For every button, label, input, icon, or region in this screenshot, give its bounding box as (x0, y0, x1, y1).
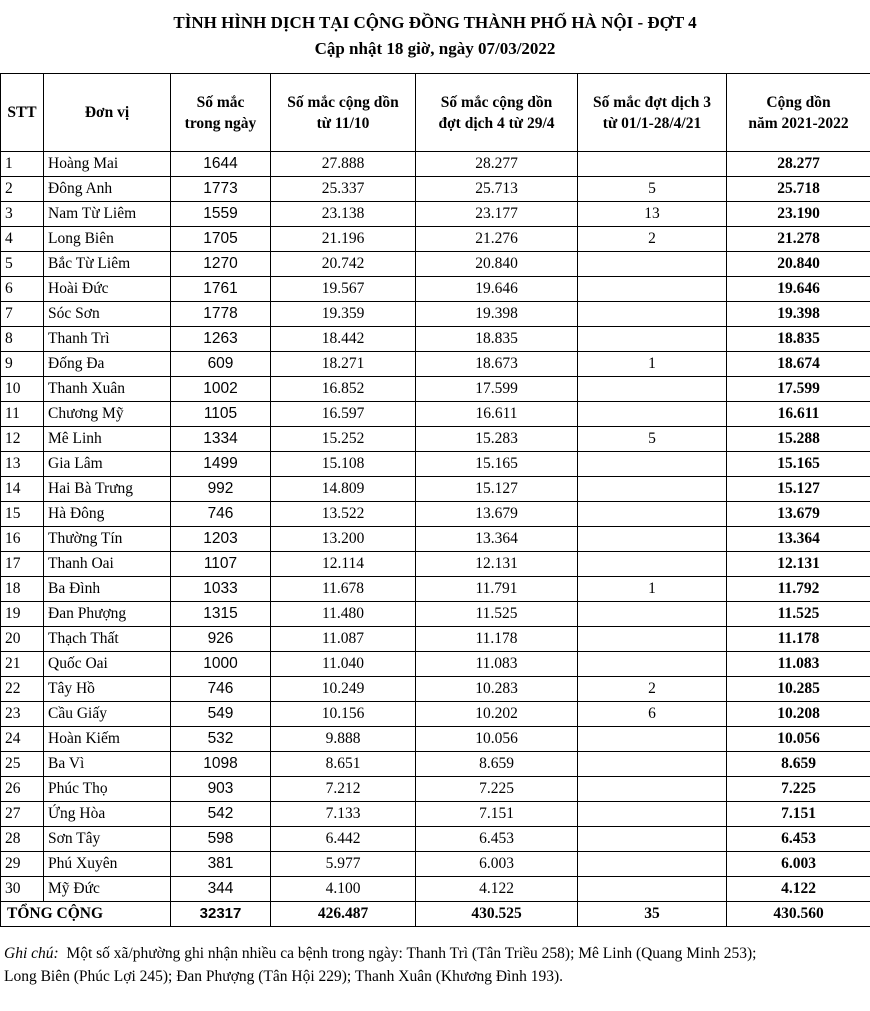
cell-unit: Ba Đình (44, 577, 171, 602)
cell-wave4: 10.056 (416, 727, 578, 752)
cell-wave3: 5 (578, 177, 727, 202)
cell-unit: Tây Hồ (44, 677, 171, 702)
cell-wave4: 15.165 (416, 452, 578, 477)
cell-stt: 7 (1, 302, 44, 327)
cell-wave4: 10.202 (416, 702, 578, 727)
cell-wave3 (578, 252, 727, 277)
cell-wave3 (578, 552, 727, 577)
cell-total: 13.364 (727, 527, 870, 552)
cell-cumulative: 11.480 (271, 602, 416, 627)
cell-cumulative: 18.271 (271, 352, 416, 377)
cell-total: 21.278 (727, 227, 870, 252)
cell-daily: 532 (171, 727, 271, 752)
table-row (1, 177, 870, 202)
cell-wave3 (578, 327, 727, 352)
cell-cumulative: 20.742 (271, 252, 416, 277)
cell-daily: 549 (171, 702, 271, 727)
cell-wave4: 13.364 (416, 527, 578, 552)
cell-daily: 1000 (171, 652, 271, 677)
cell-wave4: 18.673 (416, 352, 578, 377)
table-row (1, 452, 870, 477)
cell-daily: 1773 (171, 177, 271, 202)
cell-unit: Bắc Từ Liêm (44, 252, 171, 277)
cell-wave4: 15.127 (416, 477, 578, 502)
cell-daily: 1705 (171, 227, 271, 252)
cell-wave4: 4.122 (416, 877, 578, 902)
cell-daily: 1499 (171, 452, 271, 477)
header-daily-line1: Số mắc (196, 93, 245, 111)
cell-total: 15.288 (727, 427, 870, 452)
cell-unit: Nam Từ Liêm (44, 202, 171, 227)
cell-unit: Đống Đa (44, 352, 171, 377)
cell-total: 18.674 (727, 352, 870, 377)
cell-cumulative: 25.337 (271, 177, 416, 202)
cell-unit: Chương Mỹ (44, 402, 171, 427)
cell-daily: 542 (171, 802, 271, 827)
totals-cumulative: 426.487 (271, 902, 416, 927)
cell-total: 6.453 (727, 827, 870, 852)
cell-total: 15.127 (727, 477, 870, 502)
cell-total: 10.056 (727, 727, 870, 752)
cell-unit: Đông Anh (44, 177, 171, 202)
table-row (1, 577, 870, 602)
cell-wave4: 8.659 (416, 752, 578, 777)
cell-unit: Hà Đông (44, 502, 171, 527)
cell-daily: 1263 (171, 327, 271, 352)
cell-wave4: 20.840 (416, 252, 578, 277)
cell-total: 17.599 (727, 377, 870, 402)
cell-daily: 381 (171, 852, 271, 877)
table-row (1, 202, 870, 227)
header-wave3-line2: từ 01/1-28/4/21 (602, 114, 702, 132)
table-row (1, 552, 870, 577)
cell-stt: 19 (1, 602, 44, 627)
cell-stt: 8 (1, 327, 44, 352)
cell-daily: 1315 (171, 602, 271, 627)
cell-stt: 23 (1, 702, 44, 727)
table-row (1, 802, 870, 827)
cell-total: 18.835 (727, 327, 870, 352)
cell-unit: Ba Vì (44, 752, 171, 777)
cell-total: 11.525 (727, 602, 870, 627)
cell-unit: Thanh Trì (44, 327, 171, 352)
table-row (1, 327, 870, 352)
cell-wave3 (578, 752, 727, 777)
cell-stt: 27 (1, 802, 44, 827)
cell-daily: 1002 (171, 377, 271, 402)
cell-wave4: 28.277 (416, 152, 578, 177)
table-row (1, 277, 870, 302)
cell-cumulative: 6.442 (271, 827, 416, 852)
cell-cumulative: 5.977 (271, 852, 416, 877)
cell-cumulative: 15.252 (271, 427, 416, 452)
cell-daily: 992 (171, 477, 271, 502)
header-wave4-line2: đợt dịch 4 từ 29/4 (438, 114, 555, 132)
table-row (1, 627, 870, 652)
cell-wave4: 11.178 (416, 627, 578, 652)
cell-daily: 344 (171, 877, 271, 902)
cell-stt: 24 (1, 727, 44, 752)
header-daily (171, 74, 271, 152)
page-subtitle: Cập nhật 18 giờ, ngày 07/03/2022 (314, 39, 556, 58)
cell-wave4: 12.131 (416, 552, 578, 577)
cell-cumulative: 19.359 (271, 302, 416, 327)
cell-wave4: 19.646 (416, 277, 578, 302)
cell-total: 25.718 (727, 177, 870, 202)
cell-total: 7.225 (727, 777, 870, 802)
cell-stt: 16 (1, 527, 44, 552)
cell-wave4: 7.225 (416, 777, 578, 802)
cell-cumulative: 12.114 (271, 552, 416, 577)
cell-stt: 4 (1, 227, 44, 252)
cell-stt: 29 (1, 852, 44, 877)
table-row (1, 302, 870, 327)
cell-unit: Sóc Sơn (44, 302, 171, 327)
cell-stt: 18 (1, 577, 44, 602)
cell-unit: Cầu Giấy (44, 702, 171, 727)
cell-total: 12.131 (727, 552, 870, 577)
header-stt: STT (1, 74, 44, 152)
cell-cumulative: 19.567 (271, 277, 416, 302)
header-wave4 (416, 74, 578, 152)
totals-wave3: 35 (578, 902, 727, 927)
cell-unit: Ứng Hòa (44, 802, 171, 827)
table-row (1, 777, 870, 802)
table-row (1, 877, 870, 902)
table-row (1, 677, 870, 702)
cell-wave3 (578, 852, 727, 877)
cell-unit: Phú Xuyên (44, 852, 171, 877)
header-total-line2: năm 2021-2022 (748, 114, 849, 132)
cell-cumulative: 14.809 (271, 477, 416, 502)
cell-stt: 1 (1, 152, 44, 177)
cell-wave4: 17.599 (416, 377, 578, 402)
cell-wave3 (578, 302, 727, 327)
table-row (1, 377, 870, 402)
cell-cumulative: 11.087 (271, 627, 416, 652)
cell-cumulative: 16.597 (271, 402, 416, 427)
header-cumulative-line1: Số mắc cộng dồn (287, 93, 399, 111)
cell-wave3 (578, 727, 727, 752)
cell-cumulative: 8.651 (271, 752, 416, 777)
cell-cumulative: 23.138 (271, 202, 416, 227)
cell-daily: 1107 (171, 552, 271, 577)
table-row (1, 527, 870, 552)
cell-stt: 28 (1, 827, 44, 852)
cell-cumulative: 21.196 (271, 227, 416, 252)
cell-wave4: 6.003 (416, 852, 578, 877)
cell-wave4: 10.283 (416, 677, 578, 702)
cell-stt: 30 (1, 877, 44, 902)
cell-wave3: 5 (578, 427, 727, 452)
cell-stt: 13 (1, 452, 44, 477)
cell-total: 16.611 (727, 402, 870, 427)
cell-unit: Hoàn Kiếm (44, 727, 171, 752)
cell-unit: Sơn Tây (44, 827, 171, 852)
cell-cumulative: 13.522 (271, 502, 416, 527)
totals-daily: 32317 (171, 902, 271, 927)
cell-unit: Mỹ Đức (44, 877, 171, 902)
footnote (4, 942, 864, 988)
cell-total: 19.646 (727, 277, 870, 302)
cell-stt: 6 (1, 277, 44, 302)
cell-cumulative: 10.156 (271, 702, 416, 727)
cell-wave3: 13 (578, 202, 727, 227)
cell-daily: 1098 (171, 752, 271, 777)
header-wave3-line1: Số mắc đợt dịch 3 (593, 93, 711, 111)
cell-total: 4.122 (727, 877, 870, 902)
cell-wave3 (578, 377, 727, 402)
cell-wave3 (578, 477, 727, 502)
header-total-line1: Cộng dồn (766, 93, 831, 111)
cell-cumulative: 11.678 (271, 577, 416, 602)
cell-wave4: 13.679 (416, 502, 578, 527)
cell-total: 7.151 (727, 802, 870, 827)
cell-wave4: 7.151 (416, 802, 578, 827)
cell-cumulative: 18.442 (271, 327, 416, 352)
cell-cumulative: 7.133 (271, 802, 416, 827)
table-row (1, 752, 870, 777)
cell-wave3 (578, 827, 727, 852)
cell-cumulative: 16.852 (271, 377, 416, 402)
cell-wave3 (578, 502, 727, 527)
table-row (1, 402, 870, 427)
header-unit: Đơn vị (44, 74, 171, 152)
cell-daily: 1778 (171, 302, 271, 327)
cell-cumulative: 10.249 (271, 677, 416, 702)
cell-stt: 26 (1, 777, 44, 802)
cell-stt: 9 (1, 352, 44, 377)
table-row (1, 702, 870, 727)
cell-total: 10.285 (727, 677, 870, 702)
table-row (1, 852, 870, 877)
cell-stt: 3 (1, 202, 44, 227)
cell-cumulative: 13.200 (271, 527, 416, 552)
cell-wave3: 6 (578, 702, 727, 727)
cell-daily: 926 (171, 627, 271, 652)
cell-wave4: 11.791 (416, 577, 578, 602)
cell-total: 11.792 (727, 577, 870, 602)
cell-daily: 1270 (171, 252, 271, 277)
cell-unit: Quốc Oai (44, 652, 171, 677)
table-row (1, 477, 870, 502)
table-row (1, 602, 870, 627)
totals-total: 430.560 (727, 902, 870, 927)
cell-stt: 15 (1, 502, 44, 527)
cell-stt: 5 (1, 252, 44, 277)
cell-cumulative: 7.212 (271, 777, 416, 802)
header-daily-line2: trong ngày (184, 114, 257, 132)
cell-stt: 11 (1, 402, 44, 427)
cell-wave4: 19.398 (416, 302, 578, 327)
cell-wave3 (578, 652, 727, 677)
cell-unit: Thanh Xuân (44, 377, 171, 402)
cell-cumulative: 4.100 (271, 877, 416, 902)
cell-daily: 1203 (171, 527, 271, 552)
cell-wave3: 2 (578, 227, 727, 252)
cell-wave4: 23.177 (416, 202, 578, 227)
cell-total: 20.840 (727, 252, 870, 277)
table-row (1, 252, 870, 277)
cell-wave4: 16.611 (416, 402, 578, 427)
table-row (1, 152, 870, 177)
cell-daily: 598 (171, 827, 271, 852)
cell-daily: 1559 (171, 202, 271, 227)
header-cumulative (271, 74, 416, 152)
table-row (1, 502, 870, 527)
footnote-label: Ghi chú: (4, 945, 59, 962)
cell-wave4: 6.453 (416, 827, 578, 852)
table-row (1, 427, 870, 452)
cell-stt: 22 (1, 677, 44, 702)
cell-total: 19.398 (727, 302, 870, 327)
cell-stt: 20 (1, 627, 44, 652)
cell-stt: 25 (1, 752, 44, 777)
cell-unit: Thanh Oai (44, 552, 171, 577)
cell-wave3 (578, 627, 727, 652)
cell-unit: Mê Linh (44, 427, 171, 452)
cell-total: 8.659 (727, 752, 870, 777)
cell-unit: Hoàng Mai (44, 152, 171, 177)
cell-cumulative: 27.888 (271, 152, 416, 177)
header-wave4-line1: Số mắc cộng dồn (440, 93, 553, 111)
totals-row (1, 902, 870, 927)
cell-wave3 (578, 527, 727, 552)
cases-table (0, 73, 870, 927)
cell-stt: 12 (1, 427, 44, 452)
cell-stt: 21 (1, 652, 44, 677)
table-header-row (1, 74, 870, 152)
cell-wave3 (578, 402, 727, 427)
footnote-line2: Long Biên (Phúc Lợi 245); Đan Phượng (Tân Hội 229); Thanh Xuân (Khương Đình 193). (4, 968, 563, 985)
cell-wave3: 1 (578, 577, 727, 602)
cell-wave3 (578, 452, 727, 477)
cell-wave3 (578, 802, 727, 827)
cell-daily: 1033 (171, 577, 271, 602)
cell-total: 23.190 (727, 202, 870, 227)
cell-stt: 14 (1, 477, 44, 502)
cell-wave3 (578, 877, 727, 902)
cell-cumulative: 15.108 (271, 452, 416, 477)
cell-wave4: 21.276 (416, 227, 578, 252)
cell-wave4: 25.713 (416, 177, 578, 202)
cell-unit: Thường Tín (44, 527, 171, 552)
cell-cumulative: 9.888 (271, 727, 416, 752)
cell-unit: Đan Phượng (44, 602, 171, 627)
cell-total: 28.277 (727, 152, 870, 177)
cell-unit: Gia Lâm (44, 452, 171, 477)
table-row (1, 727, 870, 752)
footnote-line1: Một số xã/phường ghi nhận nhiều ca bệnh trong ngày: Thanh Trì (Tân Triều 258); Mê Linh (Quang Minh 253); (66, 945, 757, 962)
cell-wave3 (578, 277, 727, 302)
cell-daily: 903 (171, 777, 271, 802)
totals-label: TỔNG CỘNG (1, 902, 171, 927)
table-row (1, 227, 870, 252)
cell-total: 11.083 (727, 652, 870, 677)
totals-wave4: 430.525 (416, 902, 578, 927)
cell-wave3 (578, 602, 727, 627)
cell-wave4: 11.083 (416, 652, 578, 677)
cell-wave3: 1 (578, 352, 727, 377)
cell-cumulative: 11.040 (271, 652, 416, 677)
cell-daily: 1105 (171, 402, 271, 427)
cell-daily: 1334 (171, 427, 271, 452)
cell-wave4: 11.525 (416, 602, 578, 627)
cell-wave3 (578, 152, 727, 177)
cell-total: 10.208 (727, 702, 870, 727)
cell-daily: 609 (171, 352, 271, 377)
cell-wave4: 15.283 (416, 427, 578, 452)
cell-stt: 17 (1, 552, 44, 577)
page-title: TÌNH HÌNH DỊCH TẠI CỘNG ĐỒNG THÀNH PHỐ HÀ NỘI - ĐỢT 4 (173, 13, 697, 32)
cell-daily: 1644 (171, 152, 271, 177)
cell-unit: Hoài Đức (44, 277, 171, 302)
cell-wave3: 2 (578, 677, 727, 702)
cell-unit: Phúc Thọ (44, 777, 171, 802)
cell-daily: 1761 (171, 277, 271, 302)
cell-stt: 2 (1, 177, 44, 202)
cell-wave3 (578, 777, 727, 802)
cell-daily: 746 (171, 502, 271, 527)
table-body (1, 152, 870, 902)
table-row (1, 827, 870, 852)
cell-unit: Hai Bà Trưng (44, 477, 171, 502)
header-total (727, 74, 870, 152)
cell-unit: Long Biên (44, 227, 171, 252)
cell-stt: 10 (1, 377, 44, 402)
cell-total: 11.178 (727, 627, 870, 652)
cell-wave4: 18.835 (416, 327, 578, 352)
cell-total: 13.679 (727, 502, 870, 527)
header-cumulative-line2: từ 11/10 (316, 114, 370, 132)
cell-daily: 746 (171, 677, 271, 702)
cell-unit: Thạch Thất (44, 627, 171, 652)
cell-total: 6.003 (727, 852, 870, 877)
cell-total: 15.165 (727, 452, 870, 477)
table-row (1, 652, 870, 677)
table-row (1, 352, 870, 377)
header-wave3 (578, 74, 727, 152)
